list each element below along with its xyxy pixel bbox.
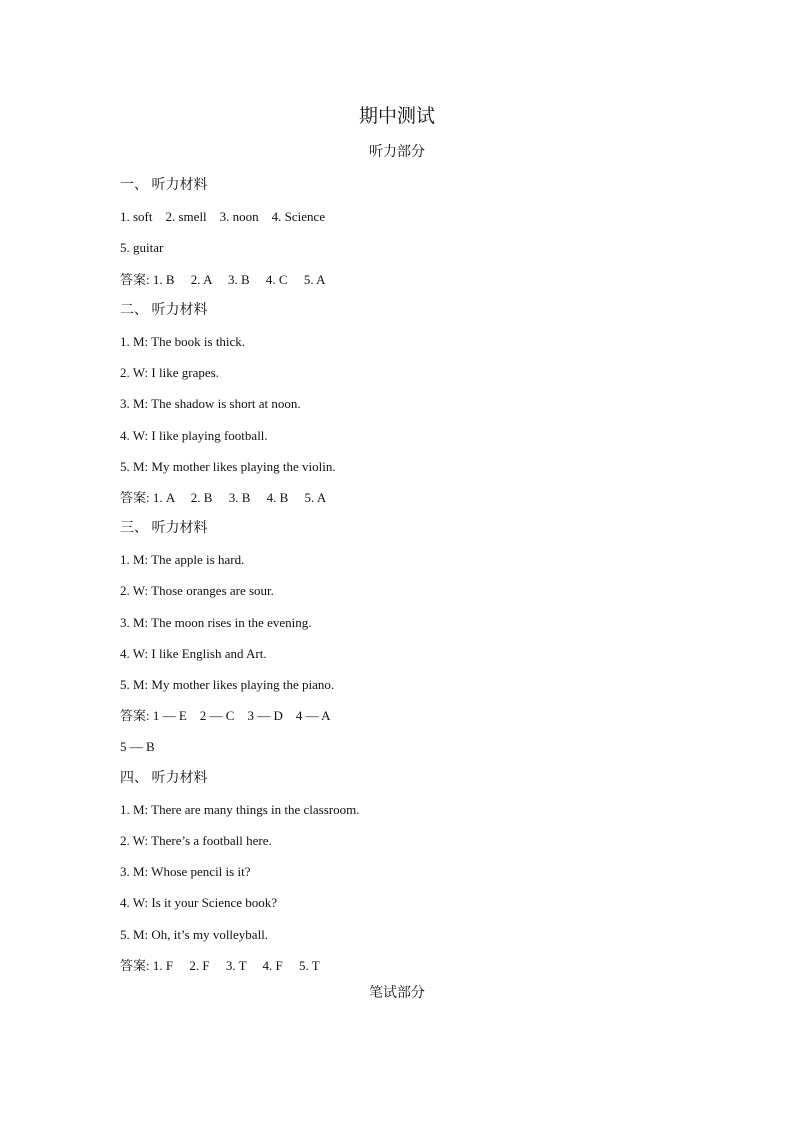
document-body — [120, 172, 700, 983]
section-3-heading: 三、 听力材料 — [120, 521, 208, 537]
section-1-answer: 答案: 1. B 2. A 3. B 4. C 5. A — [120, 271, 326, 287]
section-3-line-4: 4. W: I like English and Art. — [120, 645, 267, 661]
section-1-line-2: 5. guitar — [120, 240, 164, 256]
section-1-heading: 一、 听力材料 — [120, 178, 208, 193]
section-3-line-2: 2. W: Those oranges are sour. — [120, 583, 274, 599]
section-2-answer: 答案: 1. A 2. B 3. B 4. B 5. A — [120, 489, 327, 505]
section-2-line-1: 1. M: The book is thick. — [120, 333, 246, 349]
section-2-heading: 二、 听力材料 — [120, 302, 208, 318]
section-3-line-1: 1. M: The apple is hard. — [120, 552, 245, 568]
section-4-line-3: 3. M: Whose pencil is it? — [120, 864, 251, 880]
section-1-line-1: 1. soft 2. smell 3. noon 4. Science — [120, 209, 326, 225]
section-2-line-5: 5. M: My mother likes playing the violin. — [120, 458, 336, 474]
section-4-answer: 答案: 1. F 2. F 3. T 4. F 5. T — [120, 957, 320, 973]
section-2-line-2: 2. W: I like grapes. — [120, 365, 219, 381]
section-2-line-3: 3. M: The shadow is short at noon. — [120, 396, 301, 412]
section-3-line-5: 5. M: My mother likes playing the piano. — [120, 677, 335, 692]
section-2-line-4: 4. W: I like playing football. — [120, 427, 268, 443]
section-4-line-4: 4. W: Is it your Science book? — [120, 895, 278, 911]
section-4-line-1: 1. M: There are many things in the classroom. — [120, 801, 360, 817]
section-4-line-5: 5. M: Oh, it’s my volleyball. — [120, 926, 269, 942]
section-3-answer: 答案: 1 — E 2 — C 3 — D 4 — A — [120, 708, 331, 724]
section-3-answer-continued: 5 — B — [120, 739, 155, 755]
writing-part-title: 笔试部分 — [369, 986, 425, 1001]
section-4-line-2: 2. W: There’s a football here. — [120, 832, 272, 848]
page-title: 期中测试 — [358, 106, 435, 127]
section-4-heading: 四、 听力材料 — [120, 770, 208, 786]
section-3-line-3: 3. M: The moon rises in the evening. — [120, 614, 312, 630]
listening-part-title: 听力部分 — [369, 145, 425, 160]
